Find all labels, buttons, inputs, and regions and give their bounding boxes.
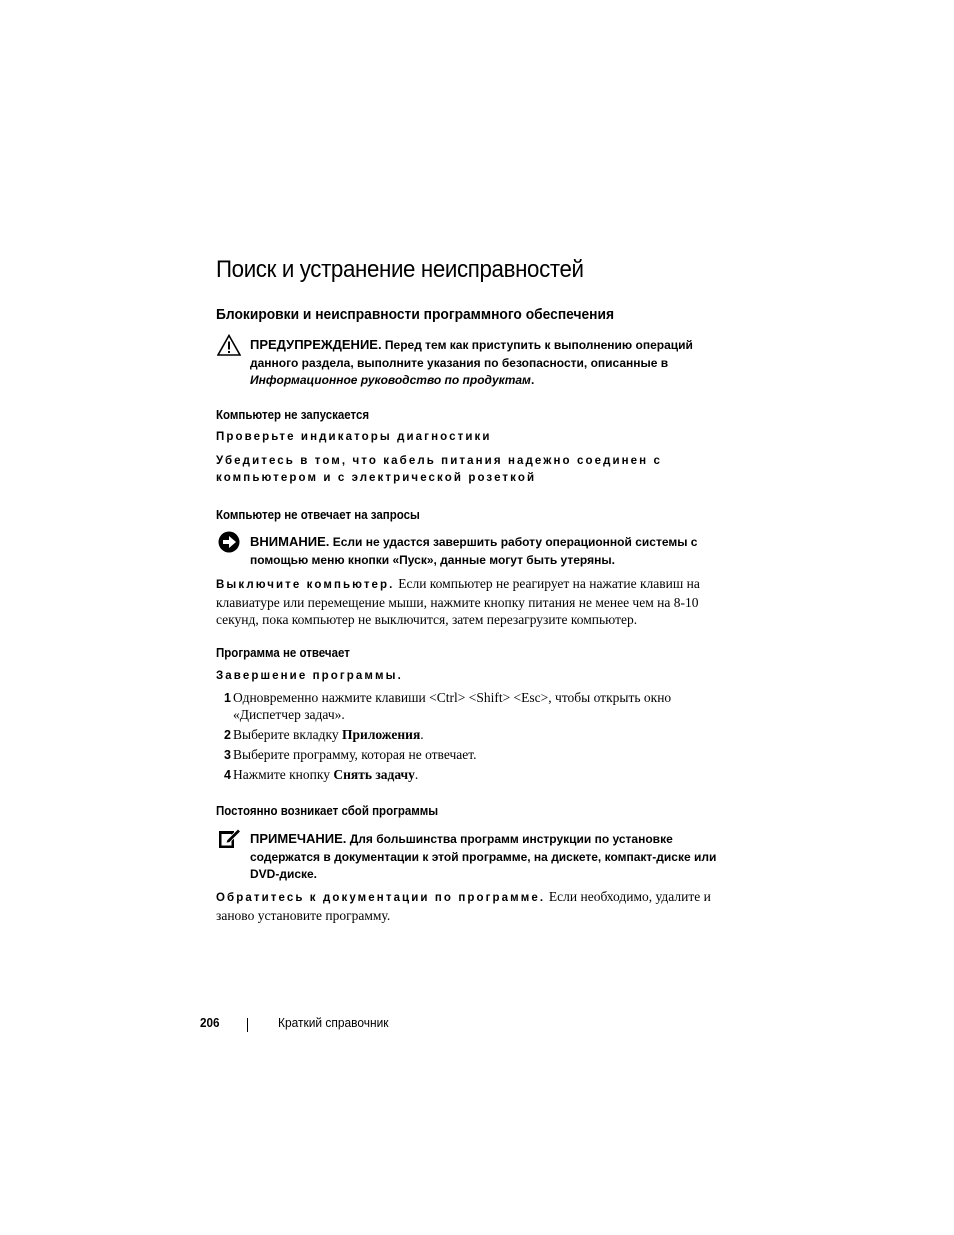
caution-arrow-icon: [218, 531, 242, 553]
shutdown-label: Выключите компьютер.: [216, 579, 395, 591]
applications-tab-name: Приложения: [342, 727, 421, 742]
program-not-responding-heading: Программа не отвечает: [216, 646, 350, 660]
no-start-step-2-line-2: компьютером и с электрической розеткой: [216, 472, 537, 484]
end-program-subheading: Завершение программы.: [216, 670, 403, 682]
documentation-line-2: заново установите программу.: [216, 908, 391, 923]
warning-notice: [250, 336, 740, 390]
end-task-button-name: Снять задачу: [333, 767, 415, 782]
warning-label: ПРЕДУПРЕЖДЕНИЕ.: [250, 337, 382, 352]
caution-notice: [250, 533, 740, 569]
note-notice: [250, 830, 740, 884]
section-title: Блокировки и неисправности программного обеспечения: [216, 306, 615, 323]
page-number: 206: [200, 1015, 220, 1030]
documentation-paragraph: [216, 888, 716, 924]
caution-text-2: помощью меню кнопки «Пуск», данные могут быть утеряны.: [250, 552, 615, 567]
step-text: Выберите вкладку Приложения.: [233, 727, 424, 742]
footer-book-title: Краткий справочник: [278, 1015, 389, 1030]
note-text-3: DVD-диске.: [250, 867, 318, 881]
step-number: 1: [224, 691, 231, 705]
page-title: Поиск и устранение неисправностей: [216, 256, 584, 283]
no-start-heading: Компьютер не запускается: [216, 408, 370, 422]
shutdown-line-1: Если компьютер не реагирует на нажатие клавиш на: [398, 576, 700, 591]
step-number: 3: [224, 748, 231, 762]
note-text-2: содержатся в документации к этой программе, на дискете, компакт-диске или: [250, 849, 717, 864]
program-crash-heading: Постоянно возникает сбой программы: [216, 804, 439, 818]
warning-triangle-icon: [217, 334, 241, 356]
step-text: Выберите программу, которая не отвечает.: [233, 747, 477, 762]
no-start-step-2-line-1: Убедитесь в том, что кабель питания надежно соединен с: [216, 455, 663, 467]
shutdown-paragraph: [216, 575, 716, 628]
shutdown-line-2: клавиатуре или перемещение мыши, нажмите кнопку питания не менее чем на 8-10: [216, 595, 699, 610]
not-responding-heading: Компьютер не отвечает на запросы: [216, 508, 420, 522]
warning-text-end: .: [530, 373, 535, 387]
step-number: 2: [224, 728, 231, 742]
caution-text-1: Если не удастся завершить работу операционной системы с: [332, 535, 698, 549]
shutdown-line-3: секунд, пока компьютер не выключится, затем перезагрузите компьютер.: [216, 612, 638, 627]
warning-text-2: данного раздела, выполните указания по безопасности, описанные в: [250, 355, 669, 370]
note-pencil-icon: [218, 828, 242, 850]
caution-label: ВНИМАНИЕ.: [250, 534, 330, 549]
no-start-step-1: Проверьте индикаторы диагностики: [216, 431, 492, 443]
warning-text-1: Перед тем как приступить к выполнению операций: [384, 338, 693, 352]
warning-doc-title: Информационное руководство по продуктам: [250, 373, 531, 387]
step-number: 4: [224, 768, 231, 782]
footer-separator: [247, 1018, 248, 1032]
note-text-1: Для большинства программ инструкции по установке: [349, 832, 673, 846]
step-text: Одновременно нажмите клавиши <Ctrl> <Shift> <Esc>, чтобы открыть окно: [233, 690, 672, 705]
documentation-label: Обратитесь к документации по программе.: [216, 892, 546, 904]
documentation-line-1: Если необходимо, удалите и: [548, 889, 711, 904]
step-text-continued: «Диспетчер задач».: [233, 707, 345, 722]
step-text: Нажмите кнопку Снять задачу.: [233, 767, 419, 782]
note-label: ПРИМЕЧАНИЕ.: [250, 831, 347, 846]
